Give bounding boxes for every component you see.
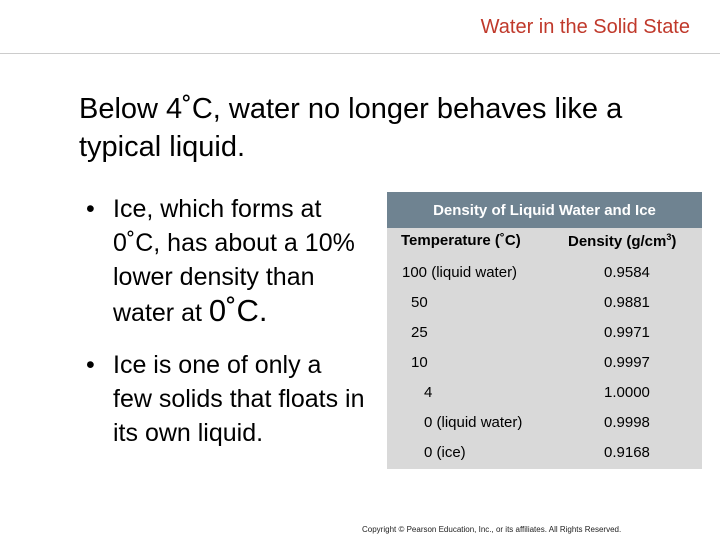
- density-cell: 0.9168: [604, 444, 650, 461]
- table-row: [387, 318, 702, 348]
- bullet-item: [86, 192, 366, 330]
- temperature-cell: 50: [411, 294, 428, 311]
- density-cell: 0.9881: [604, 294, 650, 311]
- bullet-dot: •: [86, 195, 95, 223]
- slide-title: Water in the Solid State: [480, 16, 690, 38]
- column-header-density: [568, 232, 676, 250]
- bullet-dot: •: [86, 351, 95, 379]
- bullet-item: [86, 348, 366, 450]
- bullet-text-emphasis: 0˚C.: [208, 293, 268, 328]
- temperature-cell: 10: [411, 354, 428, 371]
- column-header-density-close: ): [671, 233, 677, 250]
- bullet-text: Ice, which forms at 0˚C, has about a 10% lower density than water at: [113, 195, 355, 327]
- bullet-text: Ice is one of only a few solids that floats in its own liquid.: [113, 351, 365, 447]
- density-cell: 0.9584: [604, 264, 650, 281]
- temperature-cell: 100 (liquid water): [402, 264, 518, 281]
- table-row: [387, 438, 702, 468]
- table-row: [387, 288, 702, 318]
- slide-heading: Below 4˚C, water no longer behaves like a typical liquid.: [79, 93, 623, 163]
- temperature-cell: 25: [411, 324, 428, 341]
- temperature-cell: 4: [424, 384, 433, 401]
- temperature-cell: 0 (liquid water): [424, 414, 523, 431]
- density-cell: 0.9998: [604, 414, 650, 431]
- table-row: [387, 408, 702, 438]
- copyright-footer: Copyright © Pearson Education, Inc., or its affiliates. All Rights Reserved.: [362, 525, 622, 534]
- column-header-density-exponent: 3: [666, 232, 672, 242]
- table-row: [387, 378, 702, 408]
- density-table: [387, 192, 702, 469]
- density-cell: 0.9997: [604, 354, 650, 371]
- bullet-list: [86, 192, 366, 468]
- title-divider: [0, 53, 720, 54]
- column-header-temperature: Temperature (˚C): [401, 232, 521, 249]
- table-row: [387, 348, 702, 378]
- table-row: [387, 258, 702, 288]
- column-header-density-text: Density (g/cm: [568, 233, 667, 250]
- density-cell: 0.9971: [604, 324, 650, 341]
- temperature-cell: 0 (ice): [424, 444, 466, 461]
- table-title: Density of Liquid Water and Ice: [387, 192, 702, 228]
- density-cell: 1.0000: [604, 384, 650, 401]
